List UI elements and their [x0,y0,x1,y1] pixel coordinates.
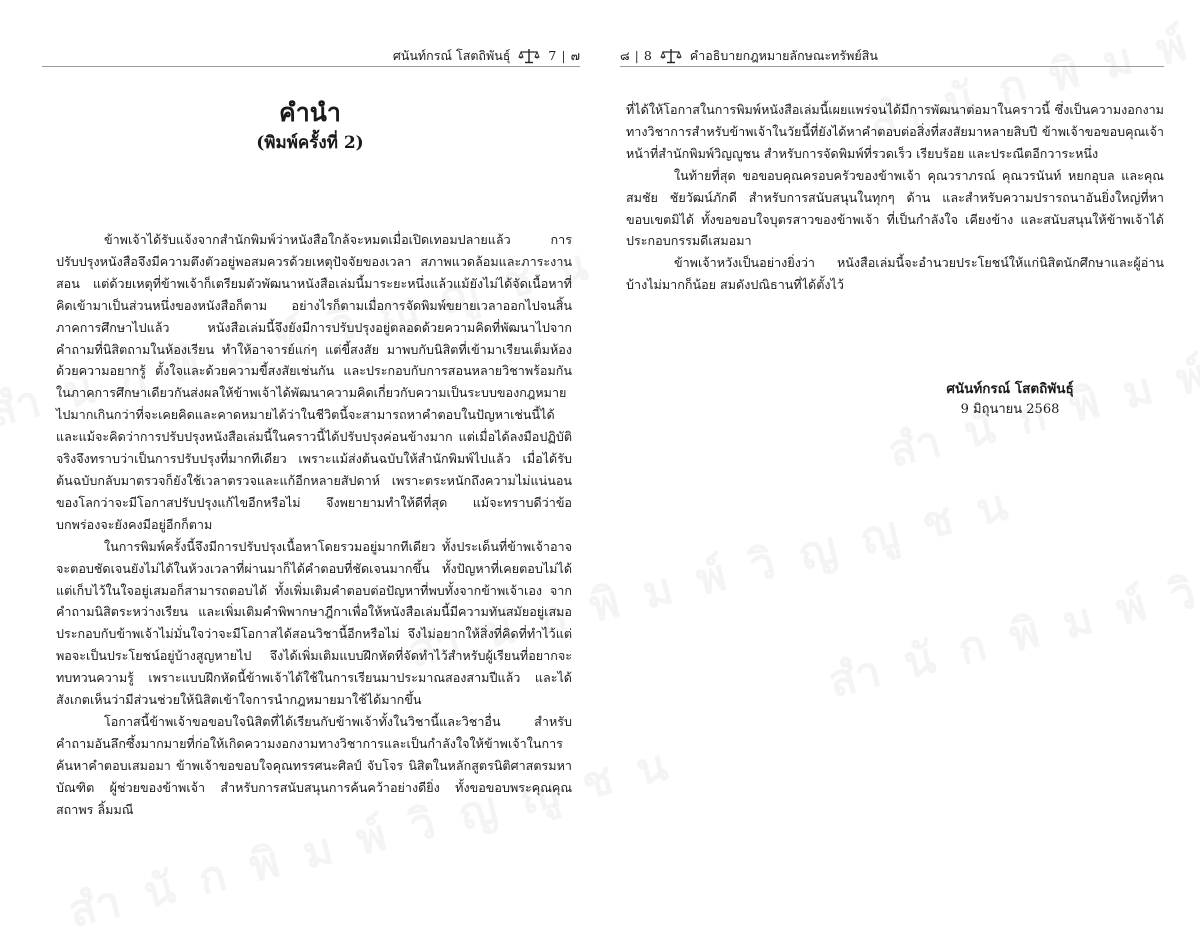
paragraph: ข้าพเจ้าหวังเป็นอย่างยิ่งว่า หนังสือเล่มนี้จะอำนวยประโยชน์ให้แก่นิสิตนักศึกษาและผู้อ่านบ้างไม่มากก็น้อย สมดังปณิธานที่ได้ตั้งไว้ [626,255,1164,293]
header-separator: | [634,48,639,63]
header-page-number-arabic: 7 [548,48,557,63]
paragraph: โอกาสนี้ข้าพเจ้าขอขอบใจนิสิตที่ได้เรียนกับข้าพเจ้าทั้งในวิชานี้และวิชาอื่น สำหรับคำถามอันลึกซึ้งมากมายที่ก่อให้เกิดความงอกงามทางวิชาการและเป็นกำลังใจให้ข้าพเจ้าในการค้นหาคำตอบเสมอมา ข้าพเจ้าขอขอบใจคุณทรรศนะศิลป์ จับโจร นิสิตในหลักสูตรนิติศาสตรมหาบัณฑิต ผู้ช่วยของข้าพเจ้า สำหรับการสนับสนุนการค้นคว้าอย่างดียิ่ง ทั้งขอขอบพระคุณคุณสถาพร ลิ้มมณี [56,713,572,817]
header-page-number-thai: ๗ [570,48,580,63]
left-page [0,0,600,849]
page-title: คำนำ [279,98,341,127]
body-text-left [56,229,572,820]
page-subtitle: (พิมพ์ครั้งที่ 2) [256,133,364,153]
paragraph: ที่ได้ให้โอกาสในการพิมพ์หนังสือเล่มนี้เผยแพร่จนได้มีการพัฒนาต่อมาในคราวนี้ ซึ่งเป็นความงอกงามทางวิชาการสำหรับข้าพเจ้าในวัยนี้ที่ยังได้หาคำตอบต่อสิ่งที่สงสัยมาหลายสิบปี ข้าพเจ้าขอขอบคุณเจ้าหน้าที่สำนักพิมพ์วิญญูชน สำหรับการจัดพิมพ์ที่รวดเร็ว เรียบร้อย และประณีตอีกวาระหนึ่ง [626,102,1164,161]
paragraph: ข้าพเจ้าได้รับแจ้งจากสำนักพิมพ์ว่าหนังสือใกล้จะหมดเมื่อเปิดเทอมปลายแล้ว การปรับปรุงหนังสือจึงมีความตึงตัวอยู่พอสมควรด้วยเหตุปัจจัยของเวลา สภาพแวดล้อมและภาระงานสอน แต่ด้วยเหตุที่ข้าพเจ้าก็เตรียมตัวพัฒนาหนังสือเล่มนี้มาระยะหนึ่งแล้วแม้ยังไม่ได้จัดเนื้อหาที่คิดเข้ามาเป็นส่วนหนึ่งของหนังสือก็ตาม อย่างไรก็ตามเมื่อการจัดพิมพ์ขยายเวลาออกไปจนสิ้นภาคการศึกษาไปแล้ว หนังสือเล่มนี้จึงยังมีการปรับปรุงอยู่ตลอดด้วยความคิดที่พัฒนาไปจากคำถามที่นิสิตถามในห้องเรียน ทำให้อาจารย์แก่ๆ แต่ขี้สงสัย มาพบกับนิสิตที่เข้ามาเรียนเต็มห้องด้วยความอยากรู้ ตั้งใจและด้วยความขี้สงสัยเช่นกัน และประกอบกับการสอนหลายวิชาพร้อมกันในภาคการศึกษาเดียวกันส่งผลให้ข้าพเจ้าได้พัฒนาความคิดเกี่ยวกับความเป็นระบบของกฎหมายไปมากเกินกว่าที่จะเคยคิดและคาดหมายได้ว่าในชีวิตนี้จะสามารถหาคำตอบในปัญหาเช่นนี้ได้ และแม้จะคิดว่าการปรับปรุงหนังสือเล่มนี้ในคราวนี้ได้ปรับปรุงค่อนข้างมาก แต่เมื่อได้ลงมือปฏิบัติจริงจึงทราบว่าเป็นการปรับปรุงที่มากทีเดียว เพราะแม้ส่งต้นฉบับให้สำนักพิมพ์ไปแล้ว เมื่อได้รับต้นฉบับกลับมาตรวจก็ยังใช้เวลาตรวจและแก้อีกหลายสัปดาห์ เพราะตระหนักถึงความไม่แน่นอนของโลกว่าจะมีโอกาสปรับปรุงแก้ไขอีกหรือไม่ จึงพยายามทำให้ดีที่สุด แม้จะทราบดีว่าข้อบกพร่องจะยังคงมีอยู่อีกก็ตาม [56,232,572,532]
right-page [600,0,1200,849]
header-page-number-thai: ๘ [620,48,630,63]
signature-block [910,378,1110,420]
paragraph: ในการพิมพ์ครั้งนี้จึงมีการปรับปรุงเนื้อหาโดยรวมอยู่มากทีเดียว ทั้งประเด็นที่ข้าพเจ้าอาจจะตอบชัดเจนยังไม่ได้ในห้วงเวลาที่ผ่านมาก็ได้คำตอบที่ชัดเจนมากขึ้น ทั้งปัญหาที่เคยตอบไม่ได้แต่เก็บไว้ในใจอยู่เสมอก็สามารถตอบได้ ทั้งเพิ่มเติมคำตอบต่อปัญหาที่พบทั้งจากข้าพเจ้าเอง จากคำถามนิสิตระหว่างเรียน และเพิ่มเติมคำพิพากษาฎีกาเพื่อให้หนังสือเล่มนี้มีความทันสมัยอยู่เสมอ ประกอบกับข้าพเจ้าไม่มั่นใจว่าจะมีโอกาสได้สอนวิชานี้อีกหรือไม่ จึงไม่อยากให้สิ่งที่คิดที่ทำไว้แต่พอจะเป็นประโยชน์อยู่บ้างสูญหายไป จึงได้เพิ่มเติมแบบฝึกหัดที่จัดทำไว้สำหรับผู้เรียนที่อยากจะทบทวนความรู้ เพราะแบบฝึกหัดนี้ข้าพเจ้าได้ใช้ในการเรียนมาประมาณสองสามปีแล้ว และได้สังเกตเห็นว่ามีส่วนช่วยให้นิสิตเข้าใจการนำกฎหมายมาใช้ได้มากขึ้น [56,538,572,708]
scales-of-justice-icon [660,48,682,64]
body-text-right [626,99,1164,296]
header-separator: | [561,48,566,63]
scales-of-justice-icon [518,48,540,64]
signature-date: 9 มิถุนายน 2568 [960,402,1060,417]
preface-title-block [0,96,600,156]
header-book-title: คำอธิบายกฎหมายลักษณะทรัพย์สิน [689,48,878,63]
running-header-right [620,44,1164,67]
header-page-number-arabic: 8 [643,48,652,63]
signature-name: ศนันท์กรณ์ โสตถิพันธุ์ [946,381,1074,397]
paragraph: ในท้ายที่สุด ขอขอบคุณครอบครัวของข้าพเจ้า คุณวราภรณ์ คุณวรนันท์ หยกอุบล และคุณสมชัย ชัยวัฒน์ภักดี สำหรับการสนับสนุนในทุกๆ ด้าน และสำหรับความปรารถนาอันยิ่งใหญ่ที่หาขอบเขตมิได้ ทั้งขอขอบใจบุตรสาวของข้าพเจ้า ที่เป็นกำลังใจ เคียงข้าง และสนับสนุนให้ข้าพเจ้าได้ประกอบกรรมดีเสมอมา [626,167,1164,249]
header-author: ศนันท์กรณ์ โสตถิพันธุ์ [392,48,511,63]
running-header-left [42,44,580,67]
